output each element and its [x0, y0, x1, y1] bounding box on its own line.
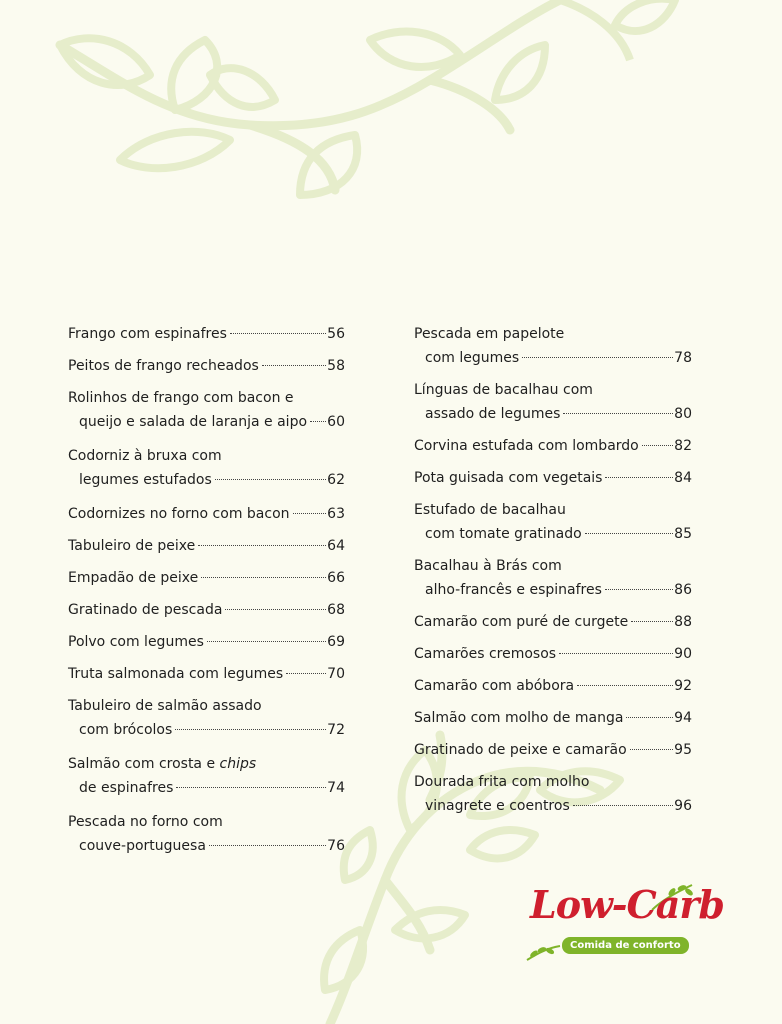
toc-entry-page: 64	[327, 538, 345, 554]
dot-leader	[215, 479, 326, 480]
toc-entry	[414, 706, 692, 730]
toc-entry-title-text: Gratinado de peixe e camarão	[414, 742, 627, 758]
toc-entry-title	[414, 378, 692, 402]
toc-entry-row	[414, 434, 692, 458]
toc-entry-row	[414, 466, 692, 490]
toc-entry-title-text: Estufado de bacalhau	[414, 502, 566, 518]
toc-entry-title-text: queijo e salada de laranja e aipo	[79, 414, 308, 430]
toc-entry-title-text: Codornizes no forno com bacon	[68, 506, 290, 522]
toc-entry	[414, 378, 692, 426]
toc-entry-page: 62	[327, 472, 345, 488]
toc-entry	[68, 810, 345, 858]
toc-entry	[414, 466, 692, 490]
toc-entry-row	[68, 354, 345, 378]
dot-leader	[198, 545, 326, 546]
toc-entry	[68, 534, 345, 558]
toc-entry-title-text: Tabuleiro de peixe	[68, 538, 196, 554]
toc-entry-title-text: Salmão com crosta e	[68, 756, 220, 772]
toc-entry-page: 84	[674, 470, 692, 486]
dot-leader	[573, 805, 673, 806]
toc-entry-title-text: Rolinhos de frango com bacon e	[68, 390, 294, 406]
toc-entry-title-text: Dourada frita com molho	[414, 774, 590, 790]
low-carb-logo	[522, 880, 725, 965]
logo-subtitle: Comida de conforto	[562, 937, 689, 954]
toc-entry-title-text: Peitos de frango recheados	[68, 358, 259, 374]
toc-entry	[68, 354, 345, 378]
toc-entry-title-text: Camarões cremosos	[414, 646, 557, 662]
toc-entry-row	[414, 610, 692, 634]
dot-leader	[286, 673, 326, 674]
toc-entry	[68, 322, 345, 346]
toc-entry-title-text: com legumes	[425, 350, 520, 366]
toc-entry-row	[414, 402, 692, 426]
dot-leader	[605, 589, 673, 590]
toc-entry-page: 69	[327, 634, 345, 650]
toc-entry	[68, 502, 345, 526]
toc-entry-row	[68, 322, 345, 346]
toc-entry-title-text: com tomate gratinado	[425, 526, 582, 542]
toc-entry-page: 86	[674, 582, 692, 598]
toc-entry-page: 94	[674, 710, 692, 726]
dot-leader	[522, 357, 673, 358]
toc-entry-title-text: vinagrete e coentros	[425, 798, 570, 814]
toc-entry	[414, 554, 692, 602]
toc-entry-page: 78	[674, 350, 692, 366]
toc-entry-row	[68, 566, 345, 590]
toc-entry-page: 56	[327, 326, 345, 342]
toc-entry-row	[68, 776, 345, 800]
toc-entry-page: 63	[327, 506, 345, 522]
toc-entry-page: 80	[674, 406, 692, 422]
toc-entry-title	[414, 498, 692, 522]
toc-entry-title-text: couve-portuguesa	[79, 838, 206, 854]
toc-entry-row	[414, 346, 692, 370]
dot-leader	[175, 729, 326, 730]
toc-entry-row	[68, 410, 345, 434]
toc-entry-row	[68, 630, 345, 654]
toc-entry-page: 85	[674, 526, 692, 542]
toc-entry-title-text: Bacalhau à Brás com	[414, 558, 562, 574]
toc-entry-title-text: assado de legumes	[425, 406, 561, 422]
toc-entry-row	[68, 598, 345, 622]
toc-entry-page: 96	[674, 798, 692, 814]
toc-entry	[414, 610, 692, 634]
toc-entry-page: 82	[674, 438, 692, 454]
toc-entry-title	[68, 444, 345, 468]
dot-leader	[201, 577, 326, 578]
toc-entry-title-text: com brócolos	[79, 722, 173, 738]
toc-entry-title	[68, 752, 345, 776]
toc-entry-title-text: Truta salmonada com legumes	[68, 666, 284, 682]
toc-entry-row	[68, 468, 345, 492]
toc-entry	[414, 770, 692, 818]
toc-entry-page: 70	[327, 666, 345, 682]
toc-entry-row	[68, 502, 345, 526]
toc-entry-page: 92	[674, 678, 692, 694]
toc-entry-page: 76	[327, 838, 345, 854]
dot-leader	[585, 533, 673, 534]
toc-entry-title	[68, 694, 345, 718]
toc-entry	[68, 752, 345, 800]
toc-entry-title-text: Gratinado de pescada	[68, 602, 223, 618]
toc-entry-title	[68, 810, 345, 834]
dot-leader	[559, 653, 673, 654]
toc-entry-page: 68	[327, 602, 345, 618]
toc-entry-row	[68, 534, 345, 558]
dot-leader	[605, 477, 673, 478]
toc-entry-row	[414, 674, 692, 698]
toc-entry	[68, 444, 345, 492]
dot-leader	[630, 749, 674, 750]
dot-leader	[563, 413, 673, 414]
toc-entry-page: 66	[327, 570, 345, 586]
toc-entry	[68, 630, 345, 654]
toc-entry-title-text: Línguas de bacalhau com	[414, 382, 593, 398]
toc-entry-title-text: Pota guisada com vegetais	[414, 470, 603, 486]
toc-entry-page: 58	[327, 358, 345, 374]
dot-leader	[631, 621, 673, 622]
toc-entry-page: 90	[674, 646, 692, 662]
toc-entry-title	[68, 386, 345, 410]
toc-entry	[68, 662, 345, 686]
toc-entry-title-text: Polvo com legumes	[68, 634, 204, 650]
dot-leader	[207, 641, 326, 642]
toc-entry	[414, 498, 692, 546]
toc-entry	[68, 694, 345, 742]
toc-entry-title-text: Pescada em papelote	[414, 326, 565, 342]
toc-entry	[414, 674, 692, 698]
toc-entry-title-text: Pescada no forno com	[68, 814, 223, 830]
toc-entry-title-text: Empadão de peixe	[68, 570, 199, 586]
toc-entry-title-text: alho-francês e espinafres	[425, 582, 602, 598]
toc-entry	[414, 642, 692, 666]
dot-leader	[310, 421, 326, 422]
dot-leader	[293, 513, 327, 514]
toc-entry-title-text: Tabuleiro de salmão assado	[68, 698, 262, 714]
dot-leader	[230, 333, 326, 334]
toc-entry-title-text: Frango com espinafres	[68, 326, 227, 342]
toc-entry-row	[68, 834, 345, 858]
toc-entry-title	[414, 554, 692, 578]
toc-entry-page: 95	[674, 742, 692, 758]
dot-leader	[225, 609, 326, 610]
toc-entry-title-text: Camarão com abóbora	[414, 678, 575, 694]
toc-entry-page: 88	[674, 614, 692, 630]
dot-leader	[626, 717, 673, 718]
dot-leader	[176, 787, 326, 788]
toc-entry-page: 74	[327, 780, 345, 796]
dot-leader	[577, 685, 673, 686]
toc-entry	[68, 386, 345, 434]
toc-entry-title-text: Corvina estufada com lombardo	[414, 438, 639, 454]
toc-entry-title-text: legumes estufados	[79, 472, 212, 488]
toc-entry-page: 60	[327, 414, 345, 430]
toc-entry-row	[68, 662, 345, 686]
toc-entry-title	[414, 322, 692, 346]
toc-entry	[68, 566, 345, 590]
toc-entry-page: 72	[327, 722, 345, 738]
toc-entry-row	[414, 738, 692, 762]
toc-entry-row	[414, 522, 692, 546]
dot-leader	[209, 845, 326, 846]
toc-entry-italic-word: chips	[219, 756, 257, 772]
toc-left-column	[68, 322, 345, 858]
toc-entry	[414, 434, 692, 458]
toc-entry	[414, 738, 692, 762]
toc-entry-title	[414, 770, 692, 794]
toc-entry-row	[414, 578, 692, 602]
dot-leader	[642, 445, 673, 446]
toc-entry-title-text: Camarão com puré de curgete	[414, 614, 629, 630]
toc-entry-row	[414, 706, 692, 730]
toc-entry-row	[68, 718, 345, 742]
toc-entry-title-text: Codorniz à bruxa com	[68, 448, 222, 464]
toc-entry-title-text: de espinafres	[79, 780, 174, 796]
toc-entry-title-text: Salmão com molho de manga	[414, 710, 624, 726]
toc-entry-row	[414, 794, 692, 818]
toc-right-column	[414, 322, 692, 818]
toc-entry	[68, 598, 345, 622]
dot-leader	[262, 365, 326, 366]
toc-entry	[414, 322, 692, 370]
logo-title: Low-Carb	[530, 882, 725, 927]
toc-entry-row	[414, 642, 692, 666]
